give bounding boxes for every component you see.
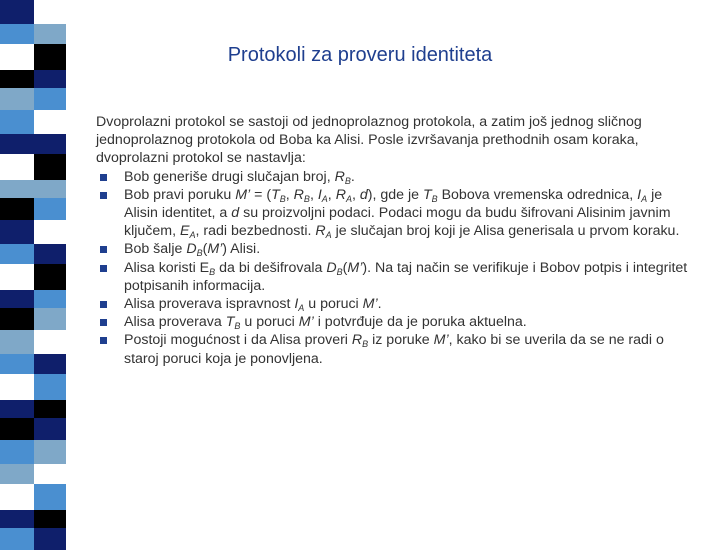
bullet-text: , [351,186,360,203]
subscript: B [362,339,369,350]
square-bullet-icon [100,301,107,308]
italic-symbol: M’ [347,259,363,276]
italic-symbol: T [271,186,280,203]
strip-block [0,70,34,88]
strip-block [34,24,66,44]
subscript: B [209,266,216,277]
bullet-text: da bi dešifrovala [215,259,327,276]
bullet-item [96,186,696,241]
subscript: A [189,230,196,241]
square-bullet-icon [100,319,107,326]
subscript: B [344,175,351,186]
slide-title: Protokoli za proveru identiteta [227,44,493,66]
italic-symbol: T [225,314,235,331]
strip-block [0,330,34,354]
italic-symbol: M’ [298,314,314,331]
strip-block [0,354,34,374]
subscript: A [298,303,305,314]
subscript: A [641,193,648,204]
bullet-text: , [327,186,336,203]
subscript: A [325,230,332,241]
square-bullet-icon [100,174,107,181]
bullet-text: , [285,186,294,203]
bullet-item [96,259,696,295]
italic-symbol: D [186,241,197,258]
subscript: B [234,321,241,332]
square-bullet-icon [100,246,107,253]
decorative-side-strip [0,0,66,540]
bullet-text: u poruci [304,296,363,313]
strip-block [34,330,66,354]
strip-block [34,154,66,180]
strip-block [34,308,66,330]
bullet-text: je slučajan broj koji je Alisa generisala u prvom koraku. [331,223,680,240]
italic-symbol: I [637,186,642,203]
bullet-text: . [377,296,382,313]
bullet-text: ), gde je [367,186,423,203]
bullet-text: , kako bi se uverila da se ne radi o staroj poruci koja je ponovljena. [124,332,664,367]
strip-block [0,88,34,110]
strip-block [0,24,34,44]
italic-symbol: D [326,259,337,276]
slide-body [96,113,696,368]
subscript: B [196,248,203,259]
subscript: B [431,193,438,204]
strip-block [34,374,66,400]
strip-block [34,110,66,134]
bullet-text: Alisa koristi E [124,259,210,276]
bullet-text: i potvrđuje da je poruka aktuelna. [313,314,527,331]
bullet-text: Bobova vremenska odrednica, [437,186,638,203]
bullet-text: ( [342,259,348,276]
strip-block [0,110,34,134]
strip-block [0,464,34,484]
bullet-text: ). Na taj način se verifikuje i Bobov potpis i integritet potpisanih informacija. [124,259,688,294]
bullet-text: iz poruke [368,332,434,349]
italic-symbol: R [335,186,346,203]
italic-symbol: M’ [433,332,449,349]
bullet-text: , radi bezbednosti. [195,223,316,240]
strip-block [0,528,34,550]
strip-block [34,510,66,528]
strip-block [34,290,66,308]
strip-block [0,0,34,24]
strip-block [0,154,34,180]
strip-block [0,418,34,440]
strip-block [34,180,66,198]
bullet-item [96,240,696,258]
bullet-text: , [309,186,318,203]
strip-block [0,374,34,400]
strip-block [0,290,34,308]
bullet-text: je Alisin identitet, a [124,186,663,222]
italic-symbol: M’ [235,186,251,203]
strip-block [0,308,34,330]
bullet-text: = ( [250,186,272,203]
italic-symbol: d [359,186,368,203]
bullet-text: u poruci [240,314,299,331]
strip-block [34,134,66,154]
bullet-text: Bob generiše drugi slučajan broj, [124,168,335,185]
intro-paragraph: Dvoprolazni protokol se sastoji od jednoprolaznog protokola, a zatim još jednog sličnog jednoprolaznog protokola od Boba ka Alisi. Posle izvršavanja prethodnih osam koraka, dvoprolazni protokol se nastavlja: [96,114,642,167]
bullet-text: Postoji mogućnost i da Alisa proveri [124,332,352,349]
bullet-text: ) Alisi. [222,241,261,258]
square-bullet-icon [100,265,107,272]
strip-block [34,528,66,550]
bullet-item [96,313,696,331]
strip-block [34,464,66,484]
subscript: B [279,193,286,204]
bullet-text: Bob šalje [124,241,187,258]
italic-symbol: M’ [207,241,223,258]
italic-symbol: d [231,205,240,222]
strip-block [34,0,66,24]
subscript: B [303,193,310,204]
square-bullet-icon [100,337,107,344]
strip-block [0,134,34,154]
strip-block [0,264,34,290]
strip-block [34,354,66,374]
bullet-item [96,168,696,186]
italic-symbol: R [293,186,304,203]
strip-block [0,440,34,464]
italic-symbol: I [294,296,299,313]
strip-block [0,244,34,264]
italic-symbol: M’ [362,296,378,313]
strip-block [34,220,66,244]
italic-symbol: I [317,186,322,203]
strip-block [34,440,66,464]
bullet-text: Alisa proverava [124,314,226,331]
bullet-item [96,331,696,367]
strip-block [34,400,66,418]
italic-symbol: R [351,332,363,349]
bullet-text: Bob pravi poruku [124,186,236,203]
italic-symbol: E [179,223,190,240]
strip-block [0,484,34,510]
square-bullet-icon [100,192,107,199]
bullet-text: Alisa proverava ispravnost [124,296,295,313]
strip-block [0,400,34,418]
strip-block [34,484,66,510]
bullet-text: su proizvoljni podaci. Podaci mogu da budu šifrovani Alisinim javnim ključem, [124,205,671,240]
bullet-item [96,295,696,313]
strip-block [34,264,66,290]
strip-block [34,418,66,440]
strip-block [0,198,34,220]
italic-symbol: R [315,223,326,240]
strip-block [0,220,34,244]
italic-symbol: T [422,186,432,203]
subscript: A [321,193,328,204]
strip-block [34,70,66,88]
subscript: B [336,266,343,277]
bullet-list [96,168,696,368]
strip-block [34,88,66,110]
strip-block [34,244,66,264]
bullet-text: . [350,168,355,185]
strip-block [34,198,66,220]
subscript: A [345,193,352,204]
strip-block [0,510,34,528]
strip-block [0,180,34,198]
bullet-text: ( [202,241,208,258]
italic-symbol: R [334,168,345,185]
